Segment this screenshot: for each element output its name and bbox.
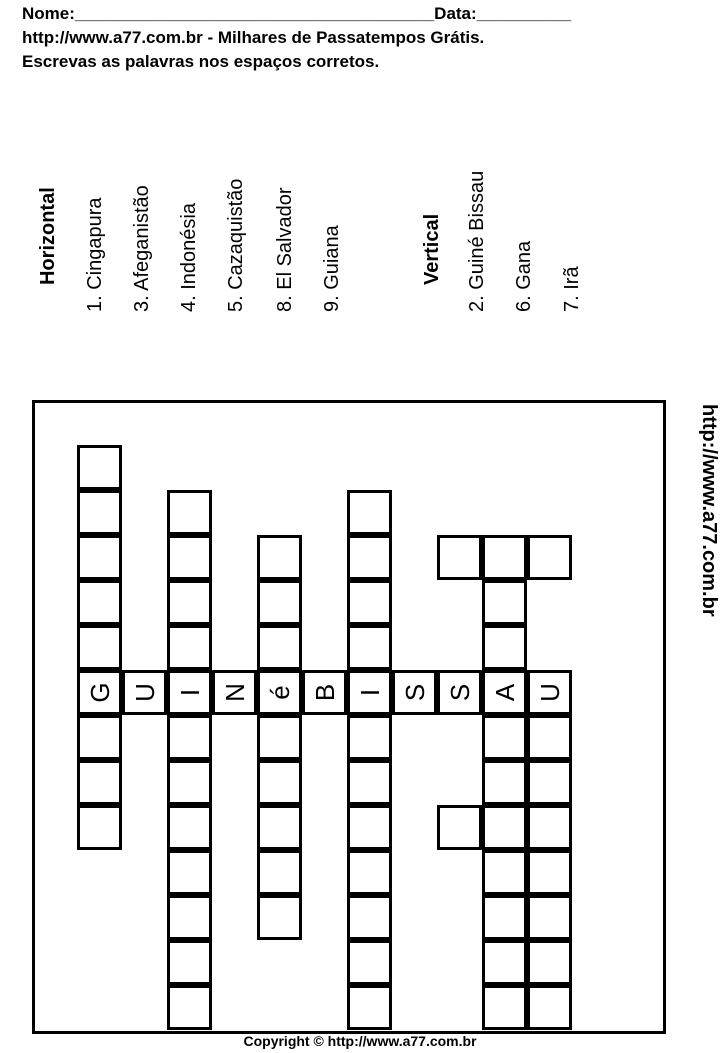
grid-cell[interactable] <box>482 580 527 625</box>
name-date-line[interactable]: Nome:______________________________________Data:__________ <box>22 4 572 23</box>
grid-cell[interactable] <box>257 670 302 715</box>
grid-cell[interactable] <box>257 535 302 580</box>
clue-vertical-2: 2. Guiné Bissau <box>466 170 488 312</box>
grid-cell[interactable] <box>527 670 572 715</box>
grid-cell[interactable] <box>527 805 572 850</box>
grid-cell[interactable] <box>167 805 212 850</box>
grid-cell[interactable] <box>347 490 392 535</box>
grid-letter: I <box>174 688 205 697</box>
grid-cell[interactable] <box>167 895 212 940</box>
grid-cell[interactable] <box>482 670 527 715</box>
clue-horizontal-8: 8. El Salvador <box>274 187 296 312</box>
grid-cell[interactable] <box>257 580 302 625</box>
grid-cell[interactable] <box>257 625 302 670</box>
grid-cell[interactable] <box>347 985 392 1030</box>
grid-cell[interactable] <box>347 895 392 940</box>
grid-cell[interactable] <box>77 670 122 715</box>
grid-cell[interactable] <box>347 715 392 760</box>
grid-cell[interactable] <box>212 670 257 715</box>
grid-cell[interactable] <box>527 985 572 1030</box>
grid-cell[interactable] <box>257 760 302 805</box>
grid-letter: N <box>219 683 250 702</box>
clue-horizontal-4: 4. Indonésia <box>178 203 200 312</box>
grid-letter: B <box>309 683 340 702</box>
grid-cell[interactable] <box>437 670 482 715</box>
grid-cell[interactable] <box>527 760 572 805</box>
grid-cell[interactable] <box>482 850 527 895</box>
grid-cell[interactable] <box>77 760 122 805</box>
grid-cell[interactable] <box>167 490 212 535</box>
clue-vertical-6: 6. Gana <box>513 240 535 312</box>
grid-cell[interactable] <box>77 490 122 535</box>
grid-cell[interactable] <box>77 535 122 580</box>
grid-letter: é <box>264 685 295 700</box>
side-url: http://www.a77.com.br <box>698 404 720 617</box>
grid-cell[interactable] <box>482 715 527 760</box>
grid-cell[interactable] <box>347 760 392 805</box>
grid-cell[interactable] <box>167 535 212 580</box>
grid-cell[interactable] <box>302 670 347 715</box>
grid-cell[interactable] <box>482 805 527 850</box>
grid-cell[interactable] <box>77 445 122 490</box>
grid-letter: S <box>399 683 430 702</box>
grid-cell[interactable] <box>77 580 122 625</box>
clue-horizontal-9: 9. Guiana <box>321 225 343 312</box>
grid-cell[interactable] <box>167 940 212 985</box>
grid-cell[interactable] <box>347 535 392 580</box>
grid-cell[interactable] <box>257 715 302 760</box>
grid-cell[interactable] <box>527 715 572 760</box>
grid-cell[interactable] <box>347 625 392 670</box>
grid-cell[interactable] <box>347 805 392 850</box>
grid-cell[interactable] <box>257 850 302 895</box>
grid-cell[interactable] <box>347 670 392 715</box>
clue-horizontal-1: 1. Cingapura <box>84 197 106 312</box>
grid-letter: U <box>534 683 565 702</box>
grid-cell[interactable] <box>482 985 527 1030</box>
grid-cell[interactable] <box>527 940 572 985</box>
grid-cell[interactable] <box>482 895 527 940</box>
grid-cell[interactable] <box>167 580 212 625</box>
grid-cell[interactable] <box>347 850 392 895</box>
grid-cell[interactable] <box>482 760 527 805</box>
clue-vertical-7: 7. Irã <box>561 266 583 312</box>
grid-cell[interactable] <box>392 670 437 715</box>
grid-cell[interactable] <box>77 715 122 760</box>
copyright: Copyright © http://www.a77.com.br <box>243 1033 477 1049</box>
grid-letter: S <box>444 683 475 702</box>
horizontal-heading: Horizontal <box>37 187 59 285</box>
grid-cell[interactable] <box>167 715 212 760</box>
grid-cell[interactable] <box>167 985 212 1030</box>
grid-cell[interactable] <box>437 535 482 580</box>
grid-cell[interactable] <box>167 760 212 805</box>
instructions: Escrevas as palavras nos espaços corretos. <box>22 52 380 71</box>
grid-cell[interactable] <box>347 940 392 985</box>
grid-cell[interactable] <box>77 805 122 850</box>
vertical-heading: Vertical <box>421 213 443 285</box>
grid-cell[interactable] <box>527 535 572 580</box>
clue-horizontal-3: 3. Afeganistão <box>131 185 153 312</box>
grid-letter: I <box>354 688 385 697</box>
grid-cell[interactable] <box>122 670 167 715</box>
grid-cell[interactable] <box>437 805 482 850</box>
grid-cell[interactable] <box>347 580 392 625</box>
grid-cell[interactable] <box>77 625 122 670</box>
grid-cell[interactable] <box>167 625 212 670</box>
grid-letter: A <box>489 683 520 702</box>
grid-cell[interactable] <box>257 895 302 940</box>
grid-letter: U <box>129 683 160 702</box>
grid-cell[interactable] <box>167 850 212 895</box>
clue-horizontal-5: 5. Cazaquistão <box>225 178 247 312</box>
grid-cell[interactable] <box>527 850 572 895</box>
grid-cell[interactable] <box>482 625 527 670</box>
grid-cell[interactable] <box>257 805 302 850</box>
grid-letter: G <box>84 682 115 703</box>
grid-cell[interactable] <box>527 895 572 940</box>
grid-cell[interactable] <box>482 535 527 580</box>
grid-cell[interactable] <box>167 670 212 715</box>
site-line: http://www.a77.com.br - Milhares de Passatempos Grátis. <box>22 28 485 47</box>
grid-cell[interactable] <box>482 940 527 985</box>
